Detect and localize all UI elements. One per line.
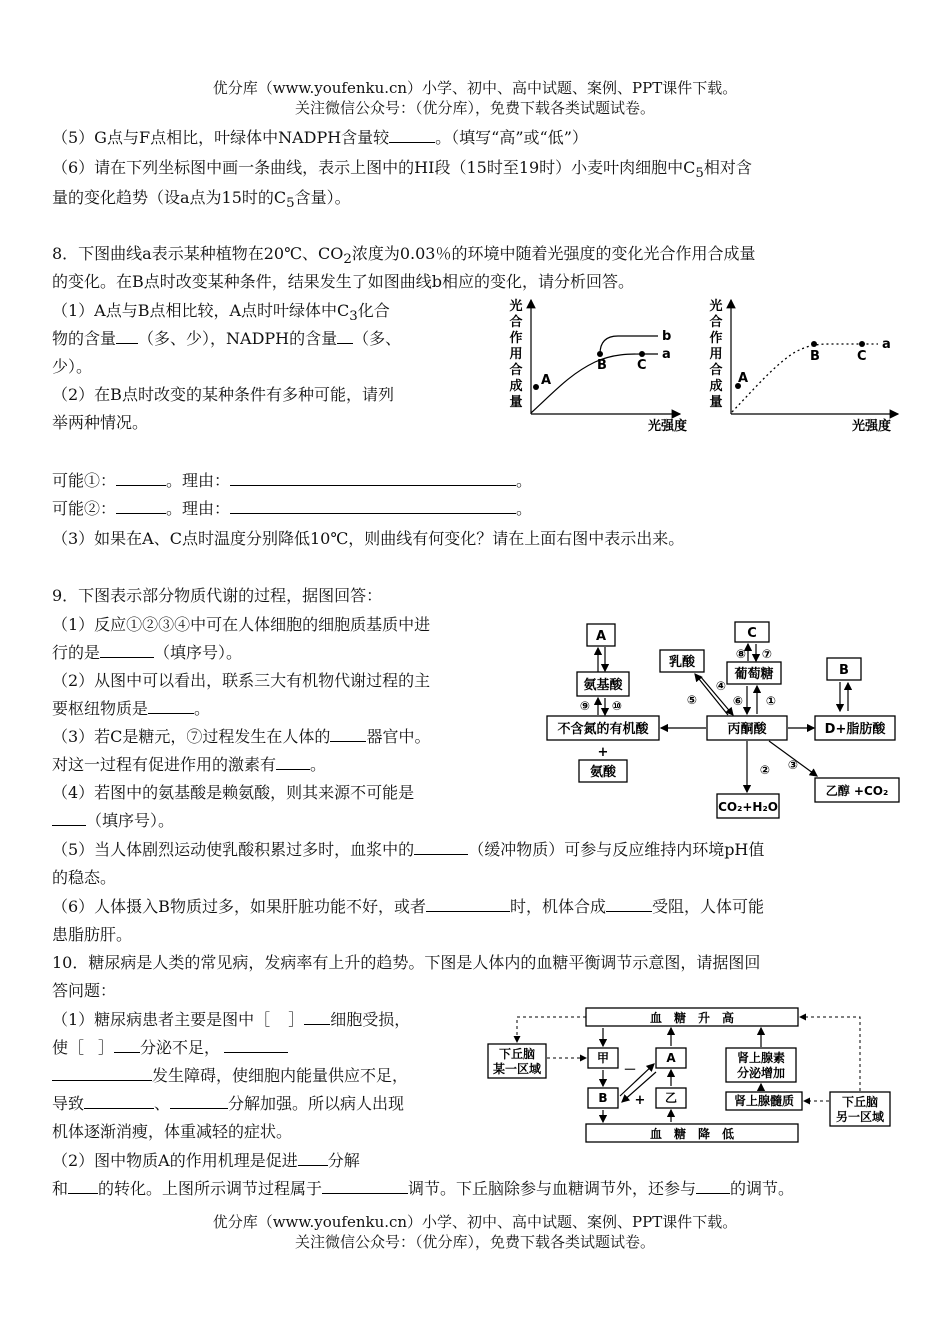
q9-part1: （1）反应①②③④中可在人体细胞的细胞质基质中进 bbox=[52, 615, 431, 634]
node-yi-label: 乙 bbox=[664, 1091, 678, 1105]
q9-part3-cont: 对这一过程有促进作用的激素有 。 bbox=[52, 755, 327, 774]
y-label-char: 光 bbox=[709, 299, 723, 314]
node-ammonia-label: 氨酸 bbox=[589, 765, 617, 780]
q8-intro-2: 的变化。在B点时改变某种条件，结果发生了如图曲线b相应的变化，请分析回答。 bbox=[52, 272, 635, 291]
q8-part1-cont: 物的含量 （多、少），NADPH的含量 （多、 bbox=[52, 329, 402, 348]
answer-blank[interactable] bbox=[100, 641, 154, 658]
q8-possibility-2: 可能②： 。理由： 。 bbox=[52, 499, 533, 518]
point-label-b: B bbox=[597, 358, 607, 373]
node-b-label: B bbox=[839, 663, 849, 678]
q9-part5: （5）当人体剧烈运动使乳酸积累过多时，血浆中的 （缓冲物质）可参与反应维持内环境pH值 bbox=[52, 840, 765, 859]
step-4-label: ④ bbox=[715, 679, 727, 693]
q9-part6-cont: 患脂肪肝。 bbox=[52, 925, 133, 944]
answer-blank[interactable] bbox=[696, 1177, 730, 1194]
point-label-a: A bbox=[541, 373, 552, 388]
q9-part3: （3）若C是糖元，⑦过程发生在人体的 器官中。 bbox=[52, 727, 431, 746]
answer-blank[interactable] bbox=[52, 1064, 152, 1081]
plus-sign: + bbox=[597, 745, 609, 760]
q8-part1-end: 少）。 bbox=[52, 357, 93, 376]
q9-part5-cont: 的稳态。 bbox=[52, 868, 117, 887]
answer-blank[interactable] bbox=[52, 809, 86, 826]
step-7-label: ⑦ bbox=[761, 647, 773, 661]
y-label-char: 合 bbox=[709, 315, 723, 330]
footer-line-2: 关注微信公众号：（优分库），免费下载各类试题试卷。 bbox=[294, 1233, 655, 1251]
q9-metabolism-diagram bbox=[545, 616, 905, 826]
y-label-char: 光 bbox=[509, 299, 523, 314]
point-label-c: C bbox=[857, 349, 867, 364]
answer-blank[interactable] bbox=[230, 497, 516, 514]
answer-blank[interactable] bbox=[304, 1008, 330, 1025]
step-9-label: ⑨ bbox=[579, 699, 591, 713]
node-ethanol-label: 乙醇 +CO₂ bbox=[825, 784, 889, 798]
node-hypothalamus-1-label-a: 下丘脑 bbox=[498, 1047, 536, 1061]
answer-blank[interactable] bbox=[148, 697, 194, 714]
node-c-label: C bbox=[747, 626, 757, 641]
dashed-arrow bbox=[517, 1017, 586, 1042]
point-label-a: A bbox=[738, 371, 749, 386]
step-6-label: ⑥ bbox=[732, 694, 744, 708]
answer-blank[interactable] bbox=[68, 1177, 98, 1194]
step-8-label: ⑧ bbox=[735, 647, 747, 661]
point-label-c: C bbox=[637, 358, 647, 373]
q7-part6: （6）请在下列坐标图中画一条曲线，表示上图中的HI段（15时至19时）小麦叶肉细胞中$C_5$相对含 bbox=[52, 158, 752, 182]
answer-blank[interactable] bbox=[224, 1036, 288, 1053]
step-10-label: ⑩ bbox=[611, 699, 623, 713]
q8-part1: （1）A点与B点相比较，A点时叶绿体中$C_3$化合 bbox=[52, 301, 390, 325]
minus-sign: － bbox=[623, 1063, 637, 1078]
node-hypothalamus-2-label-b: 另一区域 bbox=[835, 1110, 885, 1124]
q10-part1: （1）糖尿病患者主要是图中［ ］ 细胞受损， bbox=[52, 1010, 411, 1029]
q7-part6-cont: 量的变化趋势（设a点为15时的$C_5$含量）。 bbox=[52, 188, 351, 212]
q8-part2-cont: 举两种情况。 bbox=[52, 413, 149, 432]
series-label-a: a bbox=[882, 337, 891, 352]
chart-left bbox=[509, 298, 687, 434]
node-fatty-acid-label: D+脂肪酸 bbox=[824, 722, 886, 737]
y-label-char: 成 bbox=[509, 379, 523, 394]
node-glucose-fall-label: 血 糖 降 低 bbox=[649, 1127, 735, 1141]
node-non-nitrogen-label: 不含氮的有机酸 bbox=[557, 722, 649, 737]
dashed-arrow bbox=[800, 1017, 860, 1091]
header-line-1: 优分库（www.youfenku.cn）小学、初中、高中试题、案例、PPT课件下载。 bbox=[212, 79, 738, 97]
plus-sign: + bbox=[634, 1093, 646, 1108]
point-label-b: B bbox=[810, 349, 820, 364]
y-label-char: 量 bbox=[709, 395, 723, 410]
node-co2-h2o-label: CO₂+H₂O bbox=[718, 800, 778, 814]
answer-blank[interactable] bbox=[322, 1177, 408, 1194]
series-label-b: b bbox=[662, 329, 672, 344]
node-a-label: A bbox=[666, 1051, 676, 1065]
q10-part2-b: 和 的转化。上图所示调节过程属于 调节。下丘脑除参与血糖调节外，还参与 的调节。 bbox=[52, 1179, 795, 1198]
node-glucose-rise-label: 血 糖 升 高 bbox=[649, 1011, 735, 1025]
q8-part3: （3）如果在A、C点时温度分别降低10℃，则曲线有何变化？请在上面右图中表示出来。 bbox=[52, 529, 685, 548]
answer-blank[interactable] bbox=[606, 895, 652, 912]
answer-blank[interactable] bbox=[414, 838, 468, 855]
node-b-label: B bbox=[598, 1091, 608, 1105]
q10-part2: （2）图中物质A的作用机理是促进 分解 bbox=[52, 1151, 360, 1170]
y-label-char: 用 bbox=[709, 347, 723, 362]
answer-blank[interactable] bbox=[84, 1092, 154, 1109]
node-amino-acid-label: 氨基酸 bbox=[583, 678, 623, 693]
series-b-line bbox=[600, 336, 658, 354]
point-b-marker bbox=[811, 341, 817, 347]
y-label-char: 作 bbox=[509, 331, 523, 346]
q9-part2: （2）从图中可以看出，联系三大有机物代谢过程的主 bbox=[52, 671, 431, 690]
q10-intro-2: 答问题： bbox=[52, 981, 117, 1000]
q10-blood-glucose-diagram bbox=[480, 1004, 910, 1152]
q9-part4-cont: （填序号）。 bbox=[52, 809, 174, 833]
answer-blank[interactable] bbox=[230, 469, 516, 486]
q9-part6: （6）人体摄入B物质过多，如果肝脏功能不好，或者 时，机体合成 受阻，人体可能 bbox=[52, 897, 764, 916]
answer-blank[interactable] bbox=[116, 497, 166, 514]
y-label-char: 用 bbox=[509, 347, 523, 362]
node-hypothalamus-1-label-b: 某一区域 bbox=[492, 1062, 542, 1076]
q9-intro: 9．下图表示部分物质代谢的过程，据图回答： bbox=[52, 586, 383, 605]
q9-part1-cont: 行的是 （填序号）。 bbox=[52, 643, 243, 662]
answer-blank[interactable] bbox=[114, 1036, 140, 1053]
y-label-char: 合 bbox=[509, 315, 523, 330]
q10-intro: 10．糖尿病是人类的常见病，发病率有上升的趋势。下图是人体内的血糖平衡调节示意图，请据图回 bbox=[52, 953, 761, 972]
q10-part1-c: 发生障碍，使细胞内能量供应不足， bbox=[52, 1064, 408, 1088]
node-adrenal-medulla-label: 肾上腺髓质 bbox=[733, 1094, 795, 1108]
point-a-marker bbox=[533, 384, 539, 390]
answer-blank[interactable] bbox=[276, 753, 310, 770]
chart-right bbox=[709, 298, 898, 434]
node-a-label: A bbox=[595, 629, 607, 644]
series-label-a: a bbox=[662, 347, 671, 362]
node-lactic-acid-label: 乳酸 bbox=[668, 655, 696, 670]
y-label-char: 合 bbox=[509, 363, 523, 378]
step-3-label: ③ bbox=[787, 758, 799, 772]
answer-blank[interactable] bbox=[337, 327, 353, 344]
node-hypothalamus-2-label-a: 下丘脑 bbox=[841, 1095, 879, 1109]
step-2-label: ② bbox=[759, 763, 771, 777]
x-label: 光强度 bbox=[648, 419, 688, 434]
answer-blank[interactable] bbox=[426, 895, 510, 912]
q8-graphs bbox=[500, 296, 910, 438]
node-jia-label: 甲 bbox=[596, 1051, 610, 1065]
point-b-marker bbox=[597, 351, 603, 357]
q9-part4: （4）若图中的氨基酸是赖氨酸，则其来源不可能是 bbox=[52, 783, 415, 802]
step-1-label: ① bbox=[765, 694, 777, 708]
footer-line-1: 优分库（www.youfenku.cn）小学、初中、高中试题、案例、PPT课件下载。 bbox=[212, 1213, 738, 1231]
y-label-char: 作 bbox=[709, 331, 723, 346]
q8-intro: 8．下图曲线a表示某种植物在20℃、$CO_2$浓度为0.03％的环境中随着光强度的变化光合作用合成量 bbox=[52, 244, 756, 268]
y-label-char: 成 bbox=[709, 379, 723, 394]
q7-part5: （5）G点与F点相比，叶绿体中NADPH含量较 。（填写“高”或“低”） bbox=[52, 128, 588, 147]
q10-part1-d: 导致 、 分解加强。所以病人出现 bbox=[52, 1094, 405, 1113]
answer-blank[interactable] bbox=[116, 469, 166, 486]
point-c-marker bbox=[859, 341, 865, 347]
answer-blank[interactable] bbox=[116, 327, 138, 344]
q10-part1-b: 使［ ］ 分泌不足， bbox=[52, 1036, 288, 1060]
node-adrenaline-label-a: 肾上腺素 bbox=[736, 1051, 786, 1065]
answer-blank[interactable] bbox=[389, 126, 435, 143]
point-c-marker bbox=[639, 351, 645, 357]
answer-blank[interactable] bbox=[170, 1092, 228, 1109]
q9-part2-cont: 要枢纽物质是 。 bbox=[52, 699, 211, 718]
header-line-2: 关注微信公众号：（优分库），免费下载各类试题试卷。 bbox=[294, 99, 655, 117]
node-glucose-label: 葡萄糖 bbox=[734, 667, 774, 682]
node-adrenaline-label-b: 分泌增加 bbox=[736, 1066, 786, 1080]
step-5-label: ⑤ bbox=[686, 693, 698, 707]
answer-blank[interactable] bbox=[298, 1149, 328, 1166]
y-label-char: 合 bbox=[709, 363, 723, 378]
answer-blank[interactable] bbox=[330, 725, 366, 742]
q8-part2: （2）在B点时改变的某种条件有多种可能，请列 bbox=[52, 385, 394, 404]
q10-part1-e: 机体逐渐消瘦，体重减轻的症状。 bbox=[52, 1122, 293, 1141]
q8-possibility-1: 可能①： 。理由： 。 bbox=[52, 471, 533, 490]
y-label-char: 量 bbox=[509, 395, 523, 410]
node-pyruvate-label: 丙酮酸 bbox=[727, 722, 767, 737]
x-label: 光强度 bbox=[852, 419, 892, 434]
